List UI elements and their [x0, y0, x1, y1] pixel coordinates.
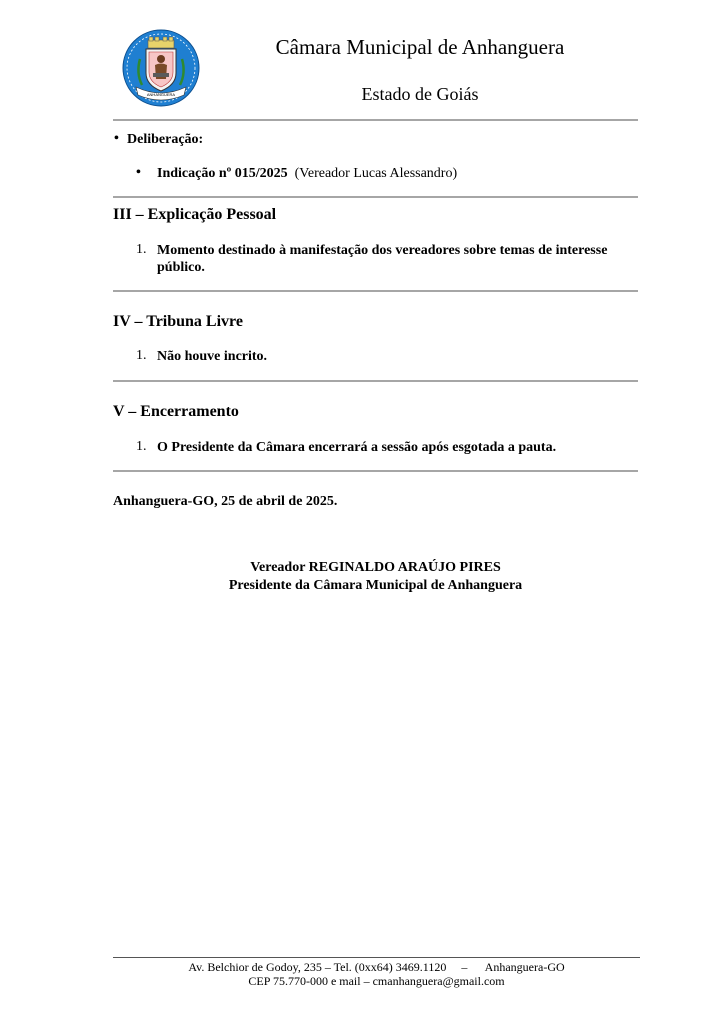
page-title: Câmara Municipal de Anhanguera	[275, 35, 565, 59]
indicacao-author: (Vereador Lucas Alessandro)	[294, 166, 458, 181]
page-subtitle: Estado de Goiás	[361, 84, 479, 104]
divider	[113, 119, 638, 121]
divider	[113, 196, 638, 198]
bullet-icon: •	[114, 131, 119, 146]
municipal-seal-icon	[122, 29, 200, 107]
footer-contact: CEP 75.770-000 e mail – cmanhanguera@gmail.com	[248, 974, 505, 988]
bullet-icon: •	[136, 165, 141, 180]
section-heading-encerramento: V – Encerramento	[113, 403, 239, 420]
divider	[113, 290, 638, 292]
divider	[113, 470, 638, 472]
deliberacao-item	[157, 166, 457, 182]
deliberacao-label: Deliberação:	[127, 132, 204, 147]
seal-ribbon-text: ANHANGUERA	[146, 92, 176, 97]
list-item-line: Momento destinado à manifestação dos vereadores sobre temas de interesse	[157, 243, 608, 258]
section-heading-explicacao-pessoal: III – Explicação Pessoal	[113, 206, 277, 223]
list-item: Não houve incrito.	[157, 349, 268, 364]
signature-name: Vereador REGINALDO ARAÚJO PIRES	[250, 560, 501, 575]
list-item: O Presidente da Câmara encerrará a sessão após esgotada a pauta.	[157, 440, 557, 455]
signature-role: Presidente da Câmara Municipal de Anhanguera	[228, 578, 523, 593]
date-line: Anhanguera-GO, 25 de abril de 2025.	[113, 494, 338, 509]
list-number: 1.	[136, 242, 147, 257]
list-item-line: público.	[157, 260, 205, 275]
footer-divider	[113, 957, 640, 958]
list-number: 1.	[136, 348, 147, 363]
footer-address: Av. Belchior de Godoy, 235 – Tel. (0xx64) 3469.1120 – Anhanguera-GO	[188, 960, 565, 974]
indicacao-number: Indicação nº 015/2025	[157, 166, 288, 181]
list-item	[157, 242, 637, 276]
section-heading-tribuna-livre: IV – Tribuna Livre	[113, 313, 243, 330]
divider	[113, 380, 638, 382]
list-number: 1.	[136, 439, 147, 454]
